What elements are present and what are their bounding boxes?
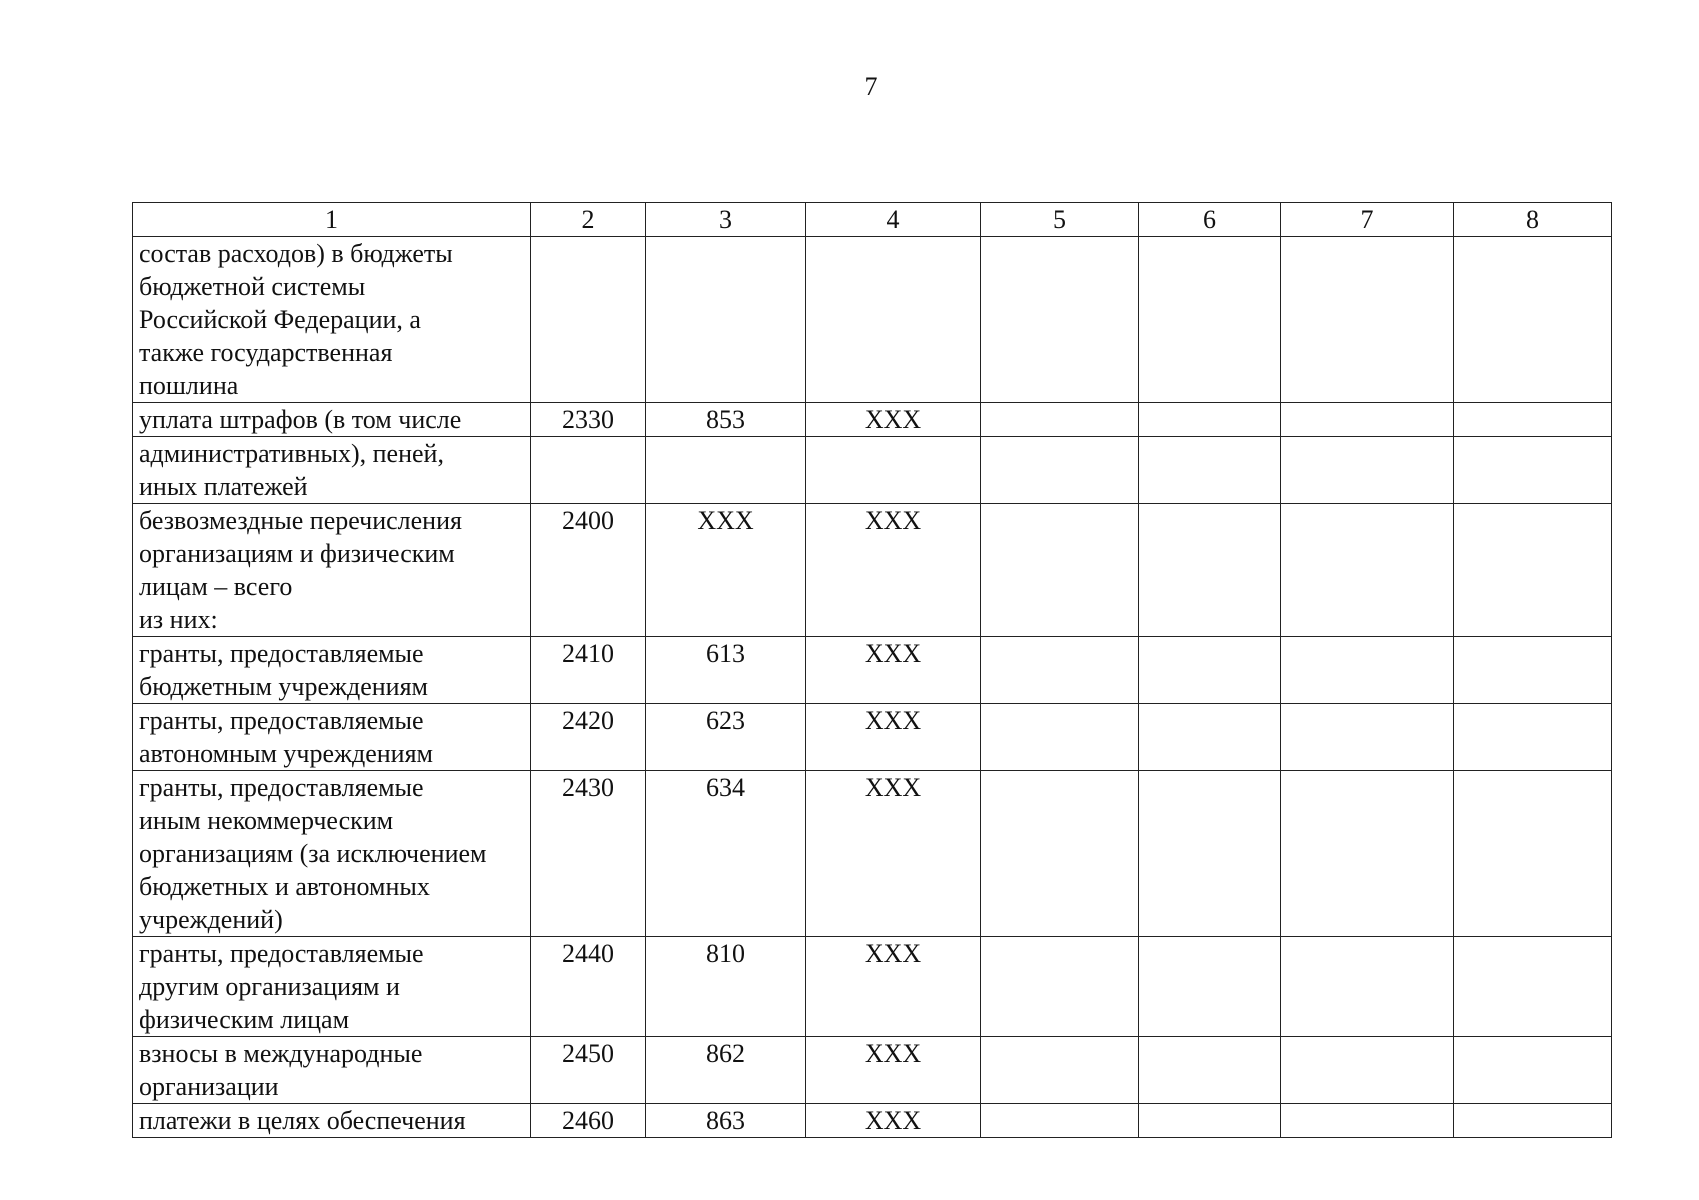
empty-cell-col8 <box>1454 1037 1612 1104</box>
row-col4-cell: XXX <box>806 1037 981 1104</box>
empty-cell-col5 <box>981 704 1139 771</box>
empty-cell-col7 <box>1281 403 1454 437</box>
table-row <box>133 637 1612 704</box>
column-header-7: 7 <box>1281 203 1454 237</box>
empty-cell-col8 <box>1454 771 1612 937</box>
empty-cell-col8 <box>1454 704 1612 771</box>
row-code-cell: 2410 <box>531 637 646 704</box>
empty-cell-col5 <box>981 771 1139 937</box>
row-col4-cell: XXX <box>806 403 981 437</box>
header-row <box>133 203 1612 237</box>
empty-cell-col6 <box>1139 1104 1281 1138</box>
row-name-cell: административных), пеней, иных платежей <box>133 437 531 504</box>
empty-cell-col8 <box>1454 403 1612 437</box>
empty-cell-col7 <box>1281 1037 1454 1104</box>
column-header-5: 5 <box>981 203 1139 237</box>
row-code-cell: 2400 <box>531 504 646 637</box>
row-name-cell: платежи в целях обеспечения <box>133 1104 531 1138</box>
empty-cell-col7 <box>1281 771 1454 937</box>
empty-cell-col6 <box>1139 237 1281 403</box>
row-col4-cell: XXX <box>806 1104 981 1138</box>
table-row <box>133 937 1612 1037</box>
table-row <box>133 771 1612 937</box>
row-col4-cell: XXX <box>806 771 981 937</box>
row-col4-cell: XXX <box>806 504 981 637</box>
table-row <box>133 237 1612 403</box>
row-kbk-cell <box>646 237 806 403</box>
row-name-cell: безвозмездные перечисления организациям и физическим лицам – всего из них: <box>133 504 531 637</box>
row-kbk-cell: 810 <box>646 937 806 1037</box>
table-row <box>133 704 1612 771</box>
empty-cell-col7 <box>1281 704 1454 771</box>
row-code-cell <box>531 237 646 403</box>
row-kbk-cell: 623 <box>646 704 806 771</box>
row-code-cell: 2330 <box>531 403 646 437</box>
empty-cell-col7 <box>1281 937 1454 1037</box>
column-header-6: 6 <box>1139 203 1281 237</box>
table-body <box>133 237 1612 1138</box>
row-col4-cell <box>806 237 981 403</box>
empty-cell-col6 <box>1139 1037 1281 1104</box>
report-table <box>132 202 1612 1138</box>
empty-cell-col5 <box>981 1037 1139 1104</box>
row-code-cell: 2430 <box>531 771 646 937</box>
row-code-cell: 2440 <box>531 937 646 1037</box>
row-name-cell: взносы в международные организации <box>133 1037 531 1104</box>
table-row <box>133 403 1612 437</box>
empty-cell-col8 <box>1454 637 1612 704</box>
column-header-4: 4 <box>806 203 981 237</box>
column-header-2: 2 <box>531 203 646 237</box>
empty-cell-col6 <box>1139 704 1281 771</box>
row-kbk-cell: 863 <box>646 1104 806 1138</box>
row-code-cell: 2450 <box>531 1037 646 1104</box>
empty-cell-col7 <box>1281 237 1454 403</box>
empty-cell-col6 <box>1139 504 1281 637</box>
empty-cell-col6 <box>1139 437 1281 504</box>
column-header-1: 1 <box>133 203 531 237</box>
empty-cell-col8 <box>1454 1104 1612 1138</box>
empty-cell-col7 <box>1281 437 1454 504</box>
row-name-cell: гранты, предоставляемые другим организациям и физическим лицам <box>133 937 531 1037</box>
empty-cell-col5 <box>981 637 1139 704</box>
empty-cell-col8 <box>1454 504 1612 637</box>
empty-cell-col8 <box>1454 437 1612 504</box>
row-code-cell: 2460 <box>531 1104 646 1138</box>
empty-cell-col5 <box>981 403 1139 437</box>
row-code-cell <box>531 437 646 504</box>
row-kbk-cell: 634 <box>646 771 806 937</box>
column-header-3: 3 <box>646 203 806 237</box>
empty-cell-col5 <box>981 437 1139 504</box>
empty-cell-col6 <box>1139 637 1281 704</box>
empty-cell-col8 <box>1454 937 1612 1037</box>
row-kbk-cell <box>646 437 806 504</box>
empty-cell-col7 <box>1281 637 1454 704</box>
table-row <box>133 437 1612 504</box>
row-name-cell: состав расходов) в бюджеты бюджетной системы Российской Федерации, а также государственная пошлина <box>133 237 531 403</box>
row-col4-cell <box>806 437 981 504</box>
table-row <box>133 504 1612 637</box>
empty-cell-col6 <box>1139 403 1281 437</box>
empty-cell-col5 <box>981 937 1139 1037</box>
row-name-cell: уплата штрафов (в том числе <box>133 403 531 437</box>
column-header-8: 8 <box>1454 203 1612 237</box>
row-code-cell: 2420 <box>531 704 646 771</box>
row-kbk-cell: XXX <box>646 504 806 637</box>
empty-cell-col6 <box>1139 771 1281 937</box>
row-name-cell: гранты, предоставляемые иным некоммерческим организациям (за исключением бюджетных и автономных учреждений) <box>133 771 531 937</box>
row-name-cell: гранты, предоставляемые бюджетным учреждениям <box>133 637 531 704</box>
row-name-cell: гранты, предоставляемые автономным учреждениям <box>133 704 531 771</box>
row-col4-cell: XXX <box>806 704 981 771</box>
table-row <box>133 1104 1612 1138</box>
empty-cell-col6 <box>1139 937 1281 1037</box>
row-kbk-cell: 853 <box>646 403 806 437</box>
row-kbk-cell: 613 <box>646 637 806 704</box>
empty-cell-col8 <box>1454 237 1612 403</box>
empty-cell-col7 <box>1281 504 1454 637</box>
empty-cell-col7 <box>1281 1104 1454 1138</box>
row-col4-cell: XXX <box>806 637 981 704</box>
row-col4-cell: XXX <box>806 937 981 1037</box>
empty-cell-col5 <box>981 237 1139 403</box>
empty-cell-col5 <box>981 1104 1139 1138</box>
row-kbk-cell: 862 <box>646 1037 806 1104</box>
table-row <box>133 1037 1612 1104</box>
page-number: 7 <box>864 72 878 101</box>
empty-cell-col5 <box>981 504 1139 637</box>
